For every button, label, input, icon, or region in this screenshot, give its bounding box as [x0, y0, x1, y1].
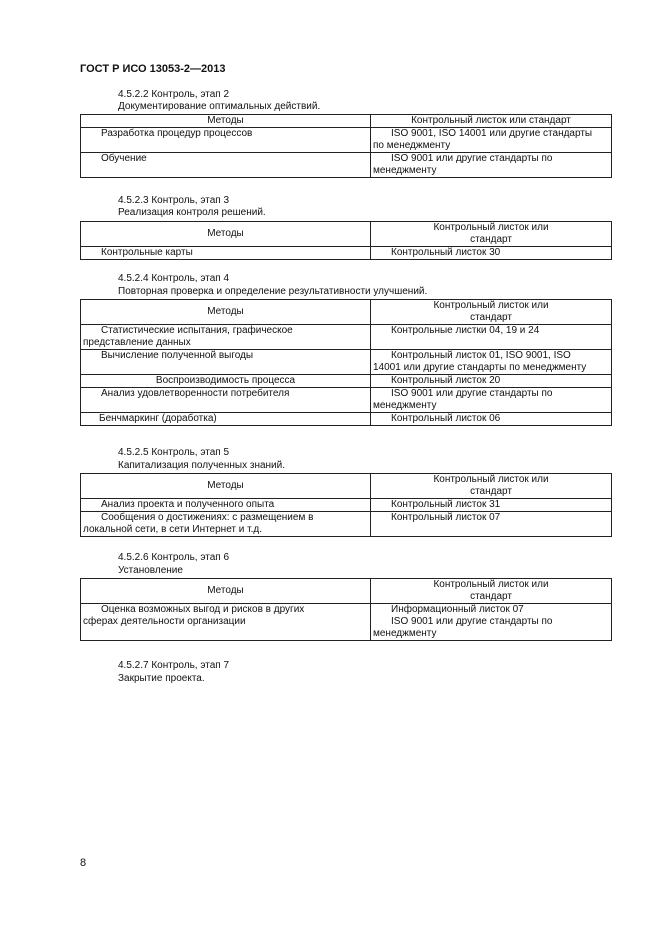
- method-cell: Вычисление полученной выгоды: [81, 350, 371, 375]
- reference-cell: Контрольный листок 01, ISO 9001, ISO 14001 или другие стандарты по менеджменту: [371, 350, 612, 375]
- header-checklist: Контрольный листок или стандарт: [371, 300, 612, 325]
- table-row: [81, 128, 612, 153]
- method-cell: Разработка процедур процессов: [81, 128, 371, 153]
- reference-cell: Контрольный листок 31: [371, 499, 612, 512]
- section-number: 4.5.2.4 Контроль, этап 4: [118, 273, 230, 284]
- section-subtitle: Реализация контроля решений.: [118, 207, 266, 218]
- section-number: 4.5.2.5 Контроль, этап 5: [118, 447, 230, 458]
- method-cell: Бенчмаркинг (доработка): [81, 413, 371, 426]
- section-subtitle: Установление: [118, 565, 183, 576]
- table-row: [81, 153, 612, 178]
- header-checklist: Контрольный листок или стандарт: [371, 222, 612, 247]
- page-number: 8: [80, 857, 87, 869]
- section-subtitle: Повторная проверка и определение результативности улучшений.: [118, 286, 428, 297]
- section-subtitle: Капитализация полученных знаний.: [118, 460, 286, 471]
- reference-cell: Контрольный листок 06: [371, 413, 612, 426]
- header-methods: Методы: [81, 579, 371, 604]
- reference-cell: Информационный листок 07 ISO 9001 или другие стандарты по менеджменту: [371, 604, 612, 641]
- method-cell: Оценка возможных выгод и рисков в других сферах деятельности организации: [81, 604, 371, 641]
- section-number: 4.5.2.3 Контроль, этап 3: [118, 195, 230, 206]
- table-row: [81, 375, 612, 388]
- method-cell: Обучение: [81, 153, 371, 178]
- table-header-row: [81, 115, 612, 128]
- header-checklist: Контрольный листок или стандарт: [371, 474, 612, 499]
- reference-cell: Контрольные листки 04, 19 и 24: [371, 325, 612, 350]
- reference-cell: ISO 9001 или другие стандарты по менеджменту: [371, 153, 612, 178]
- reference-cell: Контрольный листок 30: [371, 247, 612, 260]
- header-methods: Методы: [81, 222, 371, 247]
- table-row: [81, 247, 612, 260]
- reference-cell: Контрольный листок 07: [371, 512, 612, 537]
- method-cell: Сообщения о достижениях: с размещением в локальной сети, в сети Интернет и т.д.: [81, 512, 371, 537]
- table-header-row: [81, 579, 612, 604]
- section-subtitle: Документирование оптимальных действий.: [118, 101, 321, 112]
- method-cell: Анализ проекта и полученного опыта: [81, 499, 371, 512]
- methods-table-stage-3: [80, 221, 612, 260]
- method-cell: Воспроизводимость процесса: [81, 375, 371, 388]
- document-header: ГОСТ Р ИСО 13053-2—2013: [80, 63, 226, 75]
- header-methods: Методы: [81, 300, 371, 325]
- reference-cell: ISO 9001, ISO 14001 или другие стандарты по менеджменту: [371, 128, 612, 153]
- header-methods: Методы: [81, 474, 371, 499]
- methods-table-stage-2: [80, 114, 612, 178]
- header-checklist: Контрольный листок или стандарт: [371, 115, 612, 128]
- section-subtitle: Закрытие проекта.: [118, 673, 205, 684]
- table-row: [81, 350, 612, 375]
- methods-table-stage-5: [80, 473, 612, 537]
- reference-cell: ISO 9001 или другие стандарты по менеджменту: [371, 388, 612, 413]
- reference-cell: Контрольный листок 20: [371, 375, 612, 388]
- table-header-row: [81, 222, 612, 247]
- table-header-row: [81, 300, 612, 325]
- table-row: [81, 499, 612, 512]
- table-row: [81, 325, 612, 350]
- table-row: [81, 388, 612, 413]
- method-cell: Анализ удовлетворенности потребителя: [81, 388, 371, 413]
- method-cell: Контрольные карты: [81, 247, 371, 260]
- method-cell: Статистические испытания, графическое представление данных: [81, 325, 371, 350]
- methods-table-stage-6: [80, 578, 612, 641]
- table-row: [81, 413, 612, 426]
- section-number: 4.5.2.7 Контроль, этап 7: [118, 660, 230, 671]
- methods-table-stage-4: [80, 299, 612, 426]
- header-methods: Методы: [81, 115, 371, 128]
- table-row: [81, 512, 612, 537]
- header-checklist: Контрольный листок или стандарт: [371, 579, 612, 604]
- table-header-row: [81, 474, 612, 499]
- table-row: [81, 604, 612, 641]
- section-number: 4.5.2.6 Контроль, этап 6: [118, 552, 230, 563]
- section-number: 4.5.2.2 Контроль, этап 2: [118, 89, 230, 100]
